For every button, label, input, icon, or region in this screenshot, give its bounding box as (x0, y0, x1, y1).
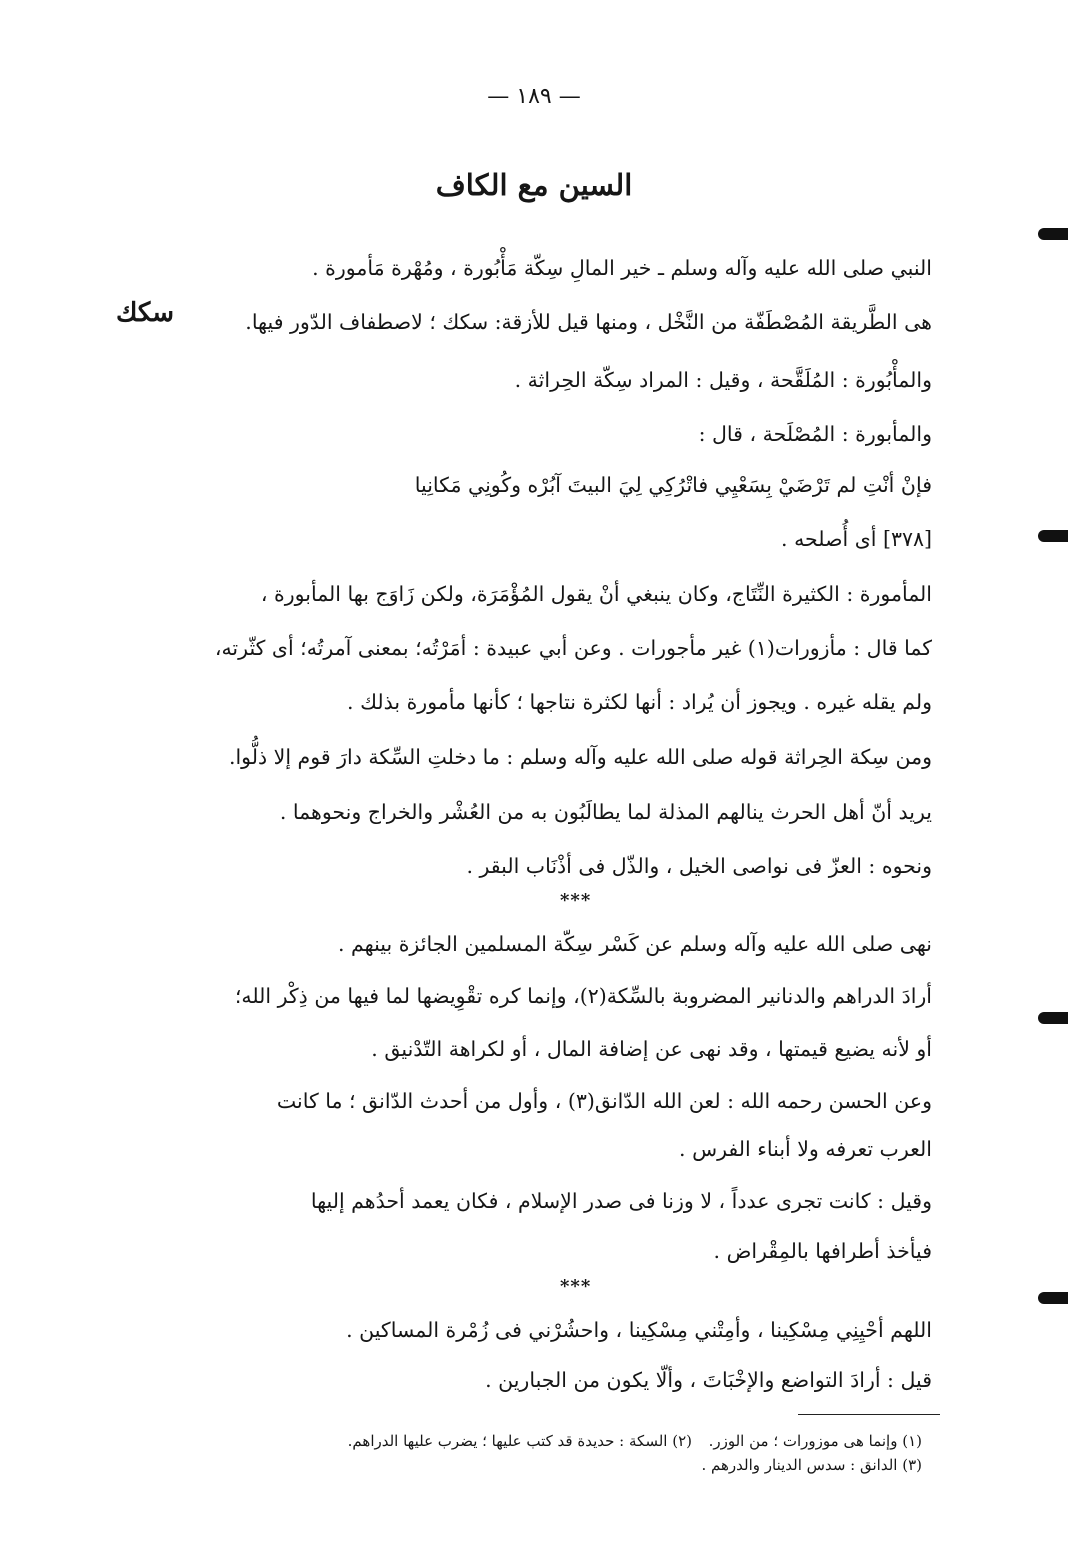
scan-edge-mark (1038, 1012, 1068, 1024)
text-line: وعن الحسن رحمه الله : لعن الله الدّانق(٣) ، وأول من أحدث الدّانق ؛ ما كانت (276, 1089, 932, 1113)
text-line: ومن سِكة الحِراثة قوله صلى الله عليه وآله وسلم : ما دخلتِ السِّكة دارَ قوم إلا ذلُّوا. (228, 745, 932, 769)
scan-edge-mark (1038, 1292, 1068, 1304)
text-line: العرب تعرفه ولا أبناء الفرس . (679, 1137, 932, 1161)
margin-headword: سكك (116, 298, 175, 328)
scan-edge-mark (1038, 530, 1068, 542)
text-line: [٣٧٨] أى أُصلحه . (781, 527, 932, 551)
section-separator: *** (560, 890, 592, 911)
footnote-rule (798, 1414, 940, 1415)
text-line: أو لأنه يضيع قيمتها ، وقد نهى عن إضافة المال ، أو لكراهة التّدْنيق . (371, 1037, 932, 1061)
text-line: فيأخذ أطرافها بالمِقْراض . (713, 1239, 932, 1263)
text-line: المأمورة : الكثيرة النِّتَاج، وكان ينبغي أنْ يقول المُؤْمَرَة، ولكن زَاوَج بها المأبورة ، (260, 582, 932, 606)
text-line: ونحوه : العزّ فى نواصى الخيل ، والذّل فى أذْنَاب البقر . (466, 854, 932, 878)
text-line: النبي صلى الله عليه وآله وسلم ـ خير المالِ سِكّة مَأْبُورة ، ومُهْرة مَأمورة . (312, 256, 932, 280)
footnote-3: (٣) الدانق : سدس الدينار والدرهم . (701, 1456, 922, 1474)
section-separator: *** (560, 1276, 592, 1297)
scan-edge-mark (1038, 228, 1068, 240)
text-line: وقيل : كانت تجرى عدداً ، لا وزنا فى صدر الإسلام ، فكان يعمد أحدُهم إليها (310, 1189, 932, 1213)
verse-line: فإنْ أنْتِ لم تَرْضَيْ بِسَعْيِي فاتْرُكِي لِيَ البيتَ آبُرْه وكُونِي مَكانِيا (414, 473, 932, 497)
section-title: السين مع الكاف (435, 168, 633, 202)
text-line: يريد أنّ أهل الحرث ينالهم المذلة لما يطالَبُون به من العُشْر والخراج ونحوهما . (279, 800, 932, 824)
page-number: — ١٨٩ — (487, 84, 581, 109)
footnote-2: (٢) السكة : حديدة قد كتب عليها ؛ يضرب عليها الدراهم. (347, 1432, 692, 1450)
text-line: والمأبورة : المُصْلَحة ، قال : (698, 422, 932, 446)
footnote-1: (١) وإنما هى موزورات ؛ من الوزر. (708, 1432, 922, 1450)
text-line: هى الطَّريقة المُصْطَفّة من النَّخْل ، ومنها قيل للأزقة: سكك ؛ لاصطفاف الدّور فيها. (245, 310, 932, 334)
text-line: أرادَ الدراهم والدنانير المضروبة بالسِّكة(٢)، وإنما كره تقْوِيضها لما فيها من ذِكْر الله؛ (234, 984, 932, 1008)
text-line: والمأْبُورة : المُلَقَّحة ، وقيل : المراد سِكّة الحِراثة . (514, 368, 932, 392)
text-line: كما قال : مأزورات(١) غير مأجورات . وعن أبي عبيدة : أمَرْتُه؛ بمعنى آمرتُه؛ أى كثّرته، (214, 636, 932, 660)
text-line: نهى صلى الله عليه وآله وسلم عن كَسْر سِكّة المسلمين الجائزة بينهم . (337, 932, 932, 956)
text-line: اللهم أحْيِنِي مِسْكِينا ، وأمِتْني مِسْكِينا ، واحشُرْني فى زُمْرة المساكين . (346, 1318, 932, 1342)
text-line: ولم يقله غيره . ويجوز أن يُراد : أنها لكثرة نتاجها ؛ كأنها مأمورة بذلك . (347, 690, 932, 714)
text-line: قيل : أرادَ التواضع والإخْبَاتَ ، وألّا يكون من الجبارين . (485, 1368, 932, 1392)
